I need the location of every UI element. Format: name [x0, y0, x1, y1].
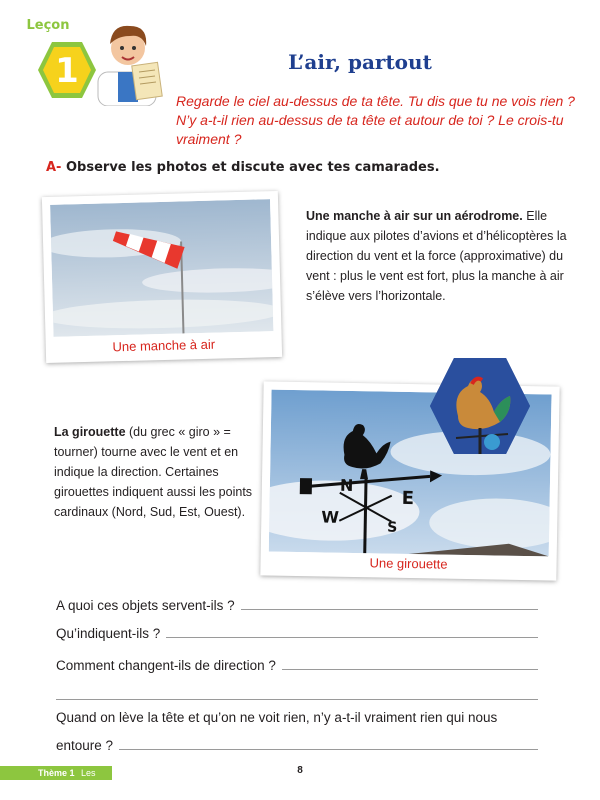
lesson-number-badge: [36, 40, 98, 100]
footer-theme: Thème 1: [38, 768, 75, 778]
south-letter: S: [387, 519, 398, 536]
answer-line-4[interactable]: [119, 748, 538, 750]
intro-question: Regarde le ciel au-dessus de ta tête. Tu dis que tu ne vois rien ? N’y a-t-il rien au-dessus de ta tête et autour de toi ? Le crois-tu vraiment ?: [176, 93, 575, 147]
question-4-text-cont: entoure ?: [56, 738, 114, 753]
windsock-body: Elle indique aux pilotes d’avions et d’hélicoptères la direction du vent et la force (approximative) du vent : plus le vent est fort, plus la manche à air s’élève vers l’horizontale.: [306, 209, 567, 303]
weathervane-description: [54, 422, 254, 522]
windsock-title: Une manche à air sur un aérodrome.: [306, 209, 523, 223]
answer-line-1[interactable]: [241, 608, 538, 610]
weathervane-title: La girouette: [54, 425, 126, 439]
weathervane-caption: Une girouette: [369, 555, 448, 572]
section-a-letter: A-: [46, 160, 62, 175]
page-number: 8: [297, 765, 303, 776]
question-4-text: Quand on lève la tête et qu’on ne voit rien, n’y a-t-il vraiment rien qui nous: [56, 710, 498, 725]
question-4: [56, 710, 538, 725]
weathervane-body: (du grec « giro » = tourner) tourne avec le vent et en indique la direction. Certaines girouettes indiquent aussi les points cardinaux (Nord, Sud, Est, Ouest).: [54, 425, 253, 519]
lesson-label: Leçon: [26, 18, 70, 33]
answer-line-3b[interactable]: [56, 698, 538, 700]
section-a-text: Observe les photos et discute avec tes camarades.: [66, 160, 440, 175]
north-letter: N: [339, 475, 354, 496]
footer-subject: Les gaz: [0, 768, 96, 792]
windsock-description: [306, 206, 576, 306]
answer-line-3[interactable]: [282, 668, 538, 670]
east-letter: E: [401, 487, 415, 510]
question-1-text: A quoi ces objets servent-ils ?: [56, 598, 235, 613]
rooster-inset-photo: [428, 356, 532, 456]
question-4-cont: [56, 738, 538, 753]
windsock-photo-frame: [42, 191, 282, 363]
question-3-text: Comment changent-ils de direction ?: [56, 658, 276, 673]
answer-line-2[interactable]: [166, 636, 538, 638]
boy-reading-illustration: [92, 14, 164, 106]
page-title: L’air, partout: [288, 50, 432, 74]
question-2-text: Qu’indiquent-ils ?: [56, 626, 161, 641]
lesson-number: 1: [55, 51, 79, 91]
windsock-caption: Une manche à air: [112, 336, 216, 355]
question-2: [56, 626, 538, 641]
west-letter: W: [321, 507, 340, 527]
section-a-heading: [46, 160, 440, 175]
windsock-photo: [50, 199, 273, 337]
footer-theme-bar: [0, 766, 112, 792]
question-3: [56, 658, 538, 673]
question-1: [56, 598, 538, 613]
